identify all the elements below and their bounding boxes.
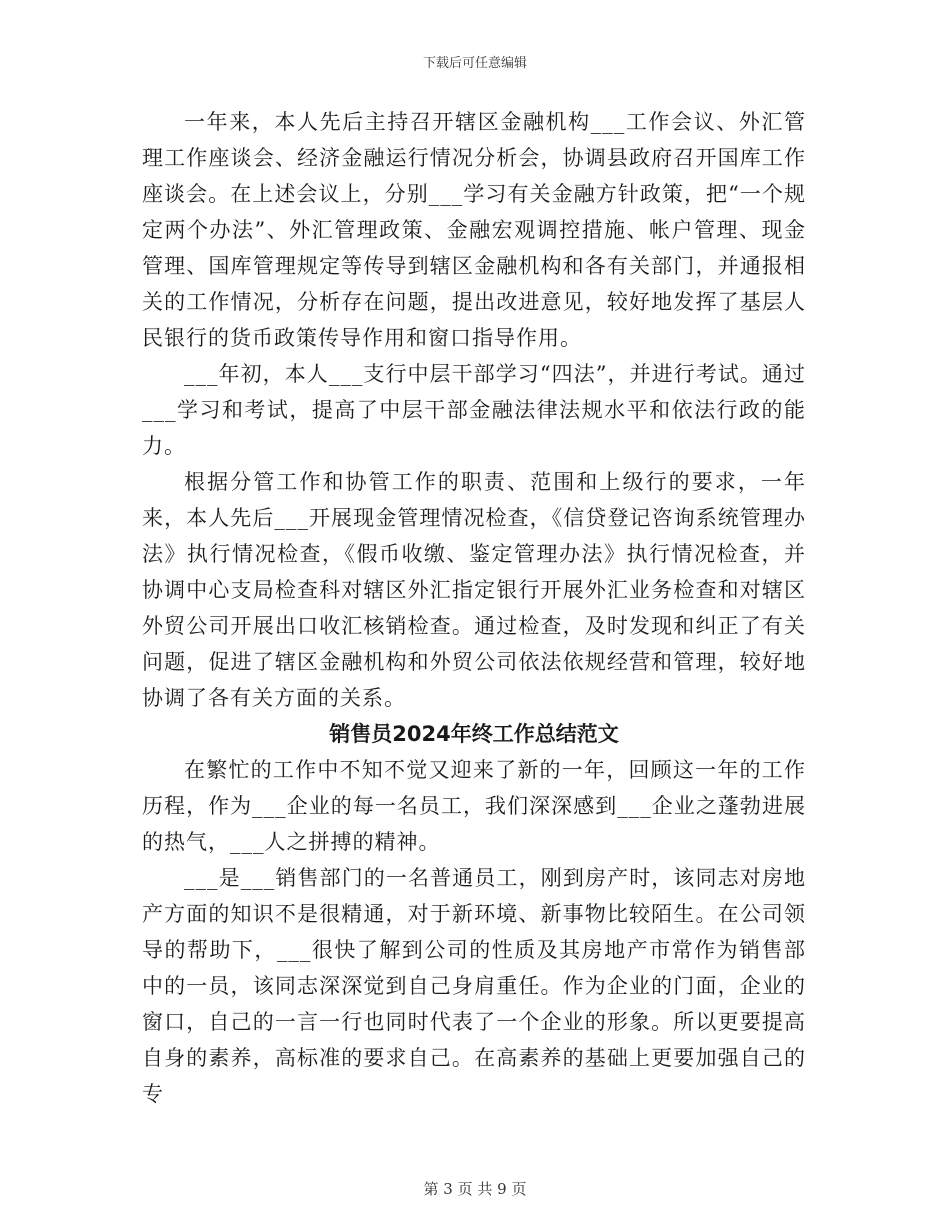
section-title: 销售员2024年终工作总结范文 [329,722,619,746]
paragraph: ___是___销售部门的一名普通员工，刚到房产时，该同志对房地产方面的知识不是很精通，对于新环境、新事物比较陌生。在公司领导的帮助下，___很快了解到公司的性质及其房地产市常作为销售部中的一员，该同志深深觉到自己身肩重任。作为企业的门面，企业的窗口，自己的一言一行也同时代表了一个企业的形象。所以更要提高自身的素养，高标准的要求自己。在高素养的基础上更要加强自己的专 [142,866,806,1106]
paragraph: 在繁忙的工作中不知不觉又迎来了新的一年，回顾这一年的工作历程，作为___企业的每一名员工，我们深深感到___企业之蓬勃进展的热气，___人之拼搏的精神。 [142,758,806,854]
paragraph: 根据分管工作和协管工作的职责、范围和上级行的要求，一年来，本人先后___开展现金管理情况检查，《信贷登记咨询系统管理办法》执行情况检查，《假币收缴、鉴定管理办法》执行情况检查，并协调中心支局检查科对辖区外汇指定银行开展外汇业务检查和对辖区外贸公司开展出口收汇核销检查。通过检查，及时发现和纠正了有关问题，促进了辖区金融机构和外贸公司依法依规经营和管理，较好地协调了各有关方面的关系。 [142,470,806,710]
paragraph: ___年初，本人___支行中层干部学习“四法”，并进行考试。通过___学习和考试，提高了中层干部金融法律法规水平和依法行政的能力。 [142,362,806,458]
page-footer: 第 3 页 共 9 页 [423,1180,527,1198]
page-header: 下载后可任意编辑 [422,56,527,71]
paragraph: 一年来，本人先后主持召开辖区金融机构___工作会议、外汇管理工作座谈会、经济金融运行情况分析会，协调县政府召开国库工作座谈会。在上述会议上，分别___学习有关金融方针政策，把“一个规定两个办法”、外汇管理政策、金融宏观调控措施、帐户管理、现金管理、国库管理规定等传导到辖区金融机构和各有关部门，并通报相关的工作情况，分析存在问题，提出改进意见，较好地发挥了基层人民银行的货币政策传导作用和窗口指导作用。 [142,110,806,350]
document-body [142,104,806,1112]
